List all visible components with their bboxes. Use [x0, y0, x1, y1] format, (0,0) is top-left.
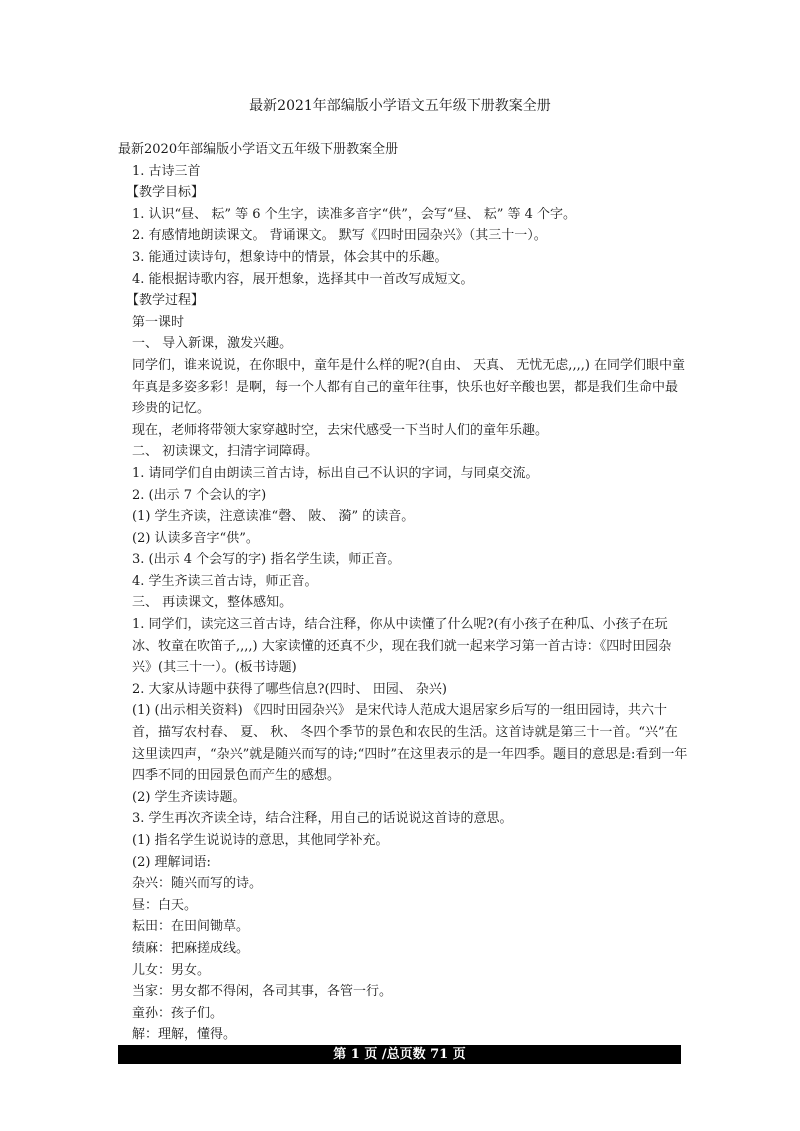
vocab-item: 杂兴：随兴而写的诗。: [132, 876, 263, 892]
vocab-item: 儿女：男女。: [132, 962, 211, 978]
list-item: (2) 学生齐读诗题。: [132, 789, 246, 805]
paragraph: 1. 同学们，读完这三首古诗，结合注释，你从中读懂了什么呢?(有小孩子在种瓜、小孩子在玩冰、牧童在吹笛子,,,,) 大家读懂的还真不少，现在我们就一起来学习第一首古诗：《四时田园杂兴》(其三十一）。(板书诗题): [132, 617, 672, 676]
list-item: 4. 学生齐读三首古诗，师正音。: [132, 573, 318, 589]
section-heading-process: 【教学过程】: [126, 293, 205, 309]
step-heading: 三、 再读课文，整体感知。: [132, 595, 293, 611]
page-footer: 第 1 页 /总页数 71 页: [118, 1045, 681, 1064]
document-body: [118, 139, 690, 1046]
list-item: 3. 学生再次齐读全诗，结合注释，用自己的话说说这首诗的意思。: [132, 811, 513, 827]
vocab-item: 童孙：孩子们。: [132, 1005, 224, 1021]
paragraph: 同学们，谁来说说，在你眼中，童年是什么样的呢?(自由、 天真、 无忧无虑,,,,) 在同学们眼中童年真是多姿多彩！是啊，每一个人都有自己的童年往事，快乐也好辛酸也罢，都是我们生命中最珍贵的记忆。: [132, 357, 686, 417]
list-item: (1) 指名学生说说诗的意思，其他同学补充。: [132, 833, 389, 848]
page-title: 最新2021年部编版小学语文五年级下册教案全册: [249, 98, 551, 114]
vocab-item: 绩麻：把麻搓成线。: [132, 940, 250, 956]
step-heading: 二、 初读课文，扫清字词障碍。: [132, 444, 319, 460]
vocab-item: 昼：白天。: [132, 897, 198, 913]
vocab-item: 耘田：在田间锄草。: [132, 919, 250, 935]
goal-item: 3. 能通过读诗句，想象诗中的情景，体会其中的乐趣。: [132, 249, 448, 265]
section-heading-goals: 【教学目标】: [126, 185, 205, 201]
vocab-item: 当家：男女都不得闲，各司其事，各管一行。: [132, 984, 393, 1000]
list-item: 2. 大家从诗题中获得了哪些信息?(四时、 田园、 杂兴): [132, 681, 447, 697]
list-item: 2. (出示 7 个会认的字): [132, 487, 267, 503]
paragraph: 现在，老师将带领大家穿越时空，去宋代感受一下当时人们的童年乐趣。: [132, 422, 549, 438]
lesson-title: 1. 古诗三首: [132, 163, 201, 179]
list-item: (1) 学生齐读，注意读准“磬、 陂、 漪” 的读音。: [132, 509, 415, 525]
vocab-item: 解：理解，懂得。: [132, 1027, 237, 1043]
list-item: (2) 理解词语:: [132, 854, 211, 870]
list-item: 3. (出示 4 个会写的字) 指名学生读，师正音。: [132, 552, 401, 568]
goal-item: 1. 认识“昼、 耘” 等 6 个生字，读准多音字“供”，会写“昼、 耘” 等 4 个字。: [132, 206, 577, 222]
list-item: (2) 认读多音字“供”。: [132, 530, 259, 546]
paragraph: (1) (出示相关资料) 《四时田园杂兴》 是宋代诗人范成大退居家乡后写的一组田园诗，共六十首，描写农村春、 夏、 秋、 冬四个季节的景色和农民的生活。这首诗就是第三十一首。“兴”在这里读四声，“杂兴”就是随兴而写的诗;“四时”在这里表示的是一年四季。题目的意思是:看到一年四季不同的田园景色而产生的感想。: [132, 703, 688, 784]
step-heading: 一、 导入新课，激发兴趣。: [132, 336, 293, 352]
doc-heading: 最新2020年部编版小学语文五年级下册教案全册: [118, 142, 399, 157]
lesson-period: 第一课时: [132, 314, 185, 330]
goal-item: 4. 能根据诗歌内容，展开想象，选择其中一首改写成短文。: [132, 271, 474, 287]
list-item: 1. 请同学们自由朗读三首古诗，标出自己不认识的字词，与同桌交流。: [132, 465, 539, 481]
goal-item: 2. 有感情地朗读课文。 背诵课文。 默写《四时田园杂兴》（其三十一）。: [132, 228, 547, 244]
